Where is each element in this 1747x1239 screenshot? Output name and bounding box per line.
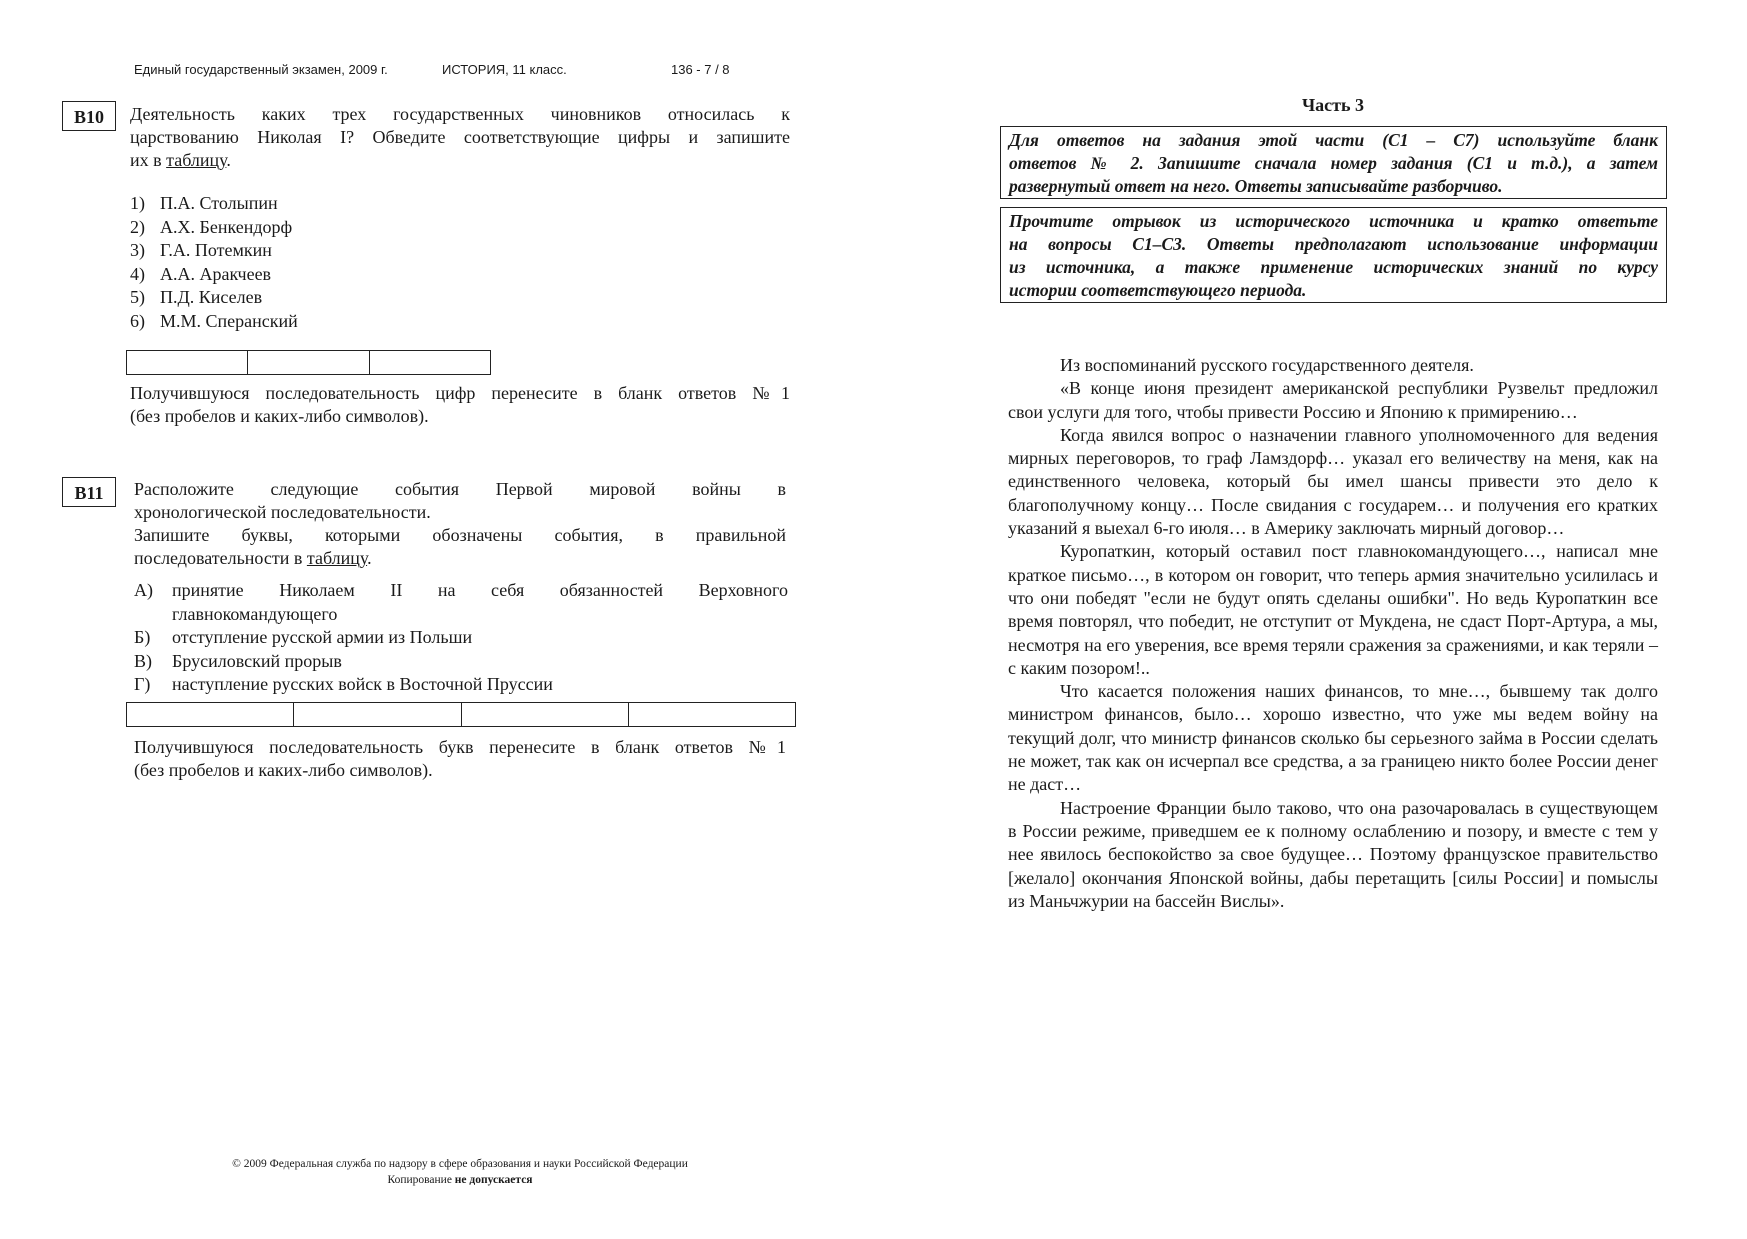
- question-label-b11: B11: [62, 477, 116, 507]
- option-item[interactable]: Б) отступление русской армии из Польши: [134, 627, 473, 648]
- option-item[interactable]: 3) Г.А. Потемкин: [130, 240, 272, 261]
- b11-line: Запишите буквы, которыми обозначены события, в правильной: [134, 525, 786, 545]
- copyright-line: © 2009 Федеральная служба по надзору в сфере образования и науки Российской Федерации: [232, 1158, 688, 1170]
- instruction-line: истории соответствующего периода.: [1009, 280, 1307, 300]
- b11-prompt: [134, 478, 786, 570]
- instruction-line: развернутый ответ на него. Ответы записывайте разборчиво.: [1009, 176, 1503, 196]
- b11-line: Расположите следующие события Первой мировой войны в: [134, 479, 786, 499]
- source-paragraph: Когда явился вопрос о назначении главного уполномоченного для ведения мирных переговоров, то граф Ламздорф… указал его величеству на меня, как на единственного человека, который бы имел шансы привести это дело к благополучному концу… После свидания с государем… и получения его кратких указаний я выехал 6-го июля… в Америку заключать мирный договор…: [1008, 424, 1658, 539]
- option-item[interactable]: 1) П.А. Столыпин: [130, 193, 278, 213]
- b11-line: хронологической последовательности.: [134, 502, 431, 522]
- instruction-line: на вопросы С1–С3. Ответы предполагают использование информации: [1009, 234, 1658, 254]
- b11-note-line: (без пробелов и каких-либо символов).: [134, 760, 433, 780]
- part-title: Часть 3: [1301, 95, 1365, 115]
- option-item[interactable]: 2) А.Х. Бенкендорф: [130, 216, 293, 237]
- copy-notice-bold: не допускается: [454, 1174, 533, 1186]
- b10-note: [130, 382, 790, 428]
- instruction-line: ответов № 2. Запишите сначала номер задания (С1 и т.д.), а затем: [1009, 153, 1658, 173]
- answer-cell[interactable]: [127, 351, 248, 374]
- source-paragraph: Настроение Франции было таково, что она разочаровалась в существующем в России режиме, приведшем ее к полному ослаблению и позору, и вместе с тем у нее явилось беспокойство за свое будущее… Поэтому французское правительство [желало] окончания Японской войны, дабы перетащить [силы России] и помыслы из Маньчжурии на бассейн Вислы».: [1008, 797, 1658, 911]
- b10-line: царствованию Николая I? Обведите соответствующие цифры и запишите: [130, 127, 790, 147]
- table-link[interactable]: таблицу: [166, 150, 227, 170]
- question-label-b10: B10: [62, 101, 116, 131]
- b10-prompt: [130, 103, 790, 172]
- source-paragraph: «В конце июня президент американской республики Рузвельт предложил свои услуги для того, чтобы привести Россию и Японию к примирению…: [1008, 378, 1658, 422]
- option-item[interactable]: 4) А.А. Аракчеев: [130, 263, 272, 284]
- exam-title: Единый государственный экзамен, 2009 г.: [134, 62, 388, 77]
- answer-cell[interactable]: [462, 703, 629, 726]
- b11-note: [134, 736, 786, 782]
- b11-line-suffix: .: [367, 548, 372, 568]
- b10-note-line: (без пробелов и каких-либо символов).: [130, 406, 429, 426]
- option-item[interactable]: А) принятие Николаем II на себя обязанностей Верховного главнокомандующего: [134, 580, 788, 624]
- b10-line-prefix: их в: [130, 150, 167, 170]
- b10-note-line: Получившуюся последовательность цифр перенесите в бланк ответов №1: [130, 383, 790, 403]
- source-instructions-box: [1000, 207, 1667, 303]
- copy-notice: Копирование: [387, 1174, 455, 1186]
- answer-cell[interactable]: [629, 703, 795, 726]
- b11-options: [134, 579, 788, 697]
- instruction-line: из источника, а также применение исторических знаний по курсу: [1009, 257, 1658, 277]
- answer-cell[interactable]: [127, 703, 294, 726]
- option-item[interactable]: 5) П.Д. Киселев: [130, 287, 263, 308]
- b10-options: [130, 192, 298, 334]
- option-item[interactable]: В) Брусиловский прорыв: [134, 650, 342, 671]
- copyright-footer: [160, 1156, 760, 1188]
- option-item[interactable]: Г) наступление русских войск в Восточной Пруссии: [134, 674, 553, 695]
- b10-line-suffix: .: [226, 150, 231, 170]
- table-link[interactable]: таблицу: [306, 548, 368, 568]
- b11-answer-table: [126, 702, 796, 727]
- instructions-box: [1000, 126, 1667, 199]
- source-intro: Из воспоминаний русского государственного деятеля.: [1060, 355, 1474, 375]
- source-excerpt: [1008, 354, 1658, 913]
- b10-line: Деятельность каких трех государственных чиновников относилась к: [130, 104, 790, 124]
- source-paragraph: Что касается положения наших финансов, то мне…, бывшему так долго министром финансов, было… хорошо известно, что уже мы ведем войну на текущий долг, что министр финансов сколько бы серьезного займа в России сделать не может, так как он исчерпал все средства, а за границею никто более России денег не даст…: [1008, 681, 1658, 795]
- option-item[interactable]: 6) М.М. Сперанский: [130, 310, 298, 331]
- subject-label: ИСТОРИЯ, 11 класс.: [442, 62, 567, 77]
- page-number: 136 - 7 / 8: [671, 62, 730, 77]
- b11-note-line: Получившуюся последовательность букв перенесите в бланк ответов №1: [134, 737, 786, 757]
- answer-cell[interactable]: [294, 703, 461, 726]
- b10-answer-table: [126, 350, 491, 375]
- instruction-line: Прочтите отрывок из исторического источника и кратко ответьте: [1009, 211, 1658, 231]
- answer-cell[interactable]: [370, 351, 490, 374]
- instruction-line: Для ответов на задания этой части (С1 – С7) используйте бланк: [1009, 130, 1658, 150]
- b11-line-prefix: последовательности в: [134, 548, 307, 568]
- source-paragraph: Куропаткин, который оставил пост главнокомандующего…, написал мне краткое письмо…, в котором он говорит, что теперь армия значительно усилилась и что они победят "если не будут опять сделаны ошибки". Но ведь Куропаткин все время повторял, что победит, не отступит от Мукдена, не сдаст Порт-Артура, а мы, несмотря на его уверения, все время теряли сражения за сражениями, и как теряли – с каким позором!..: [1008, 541, 1658, 678]
- answer-cell[interactable]: [248, 351, 369, 374]
